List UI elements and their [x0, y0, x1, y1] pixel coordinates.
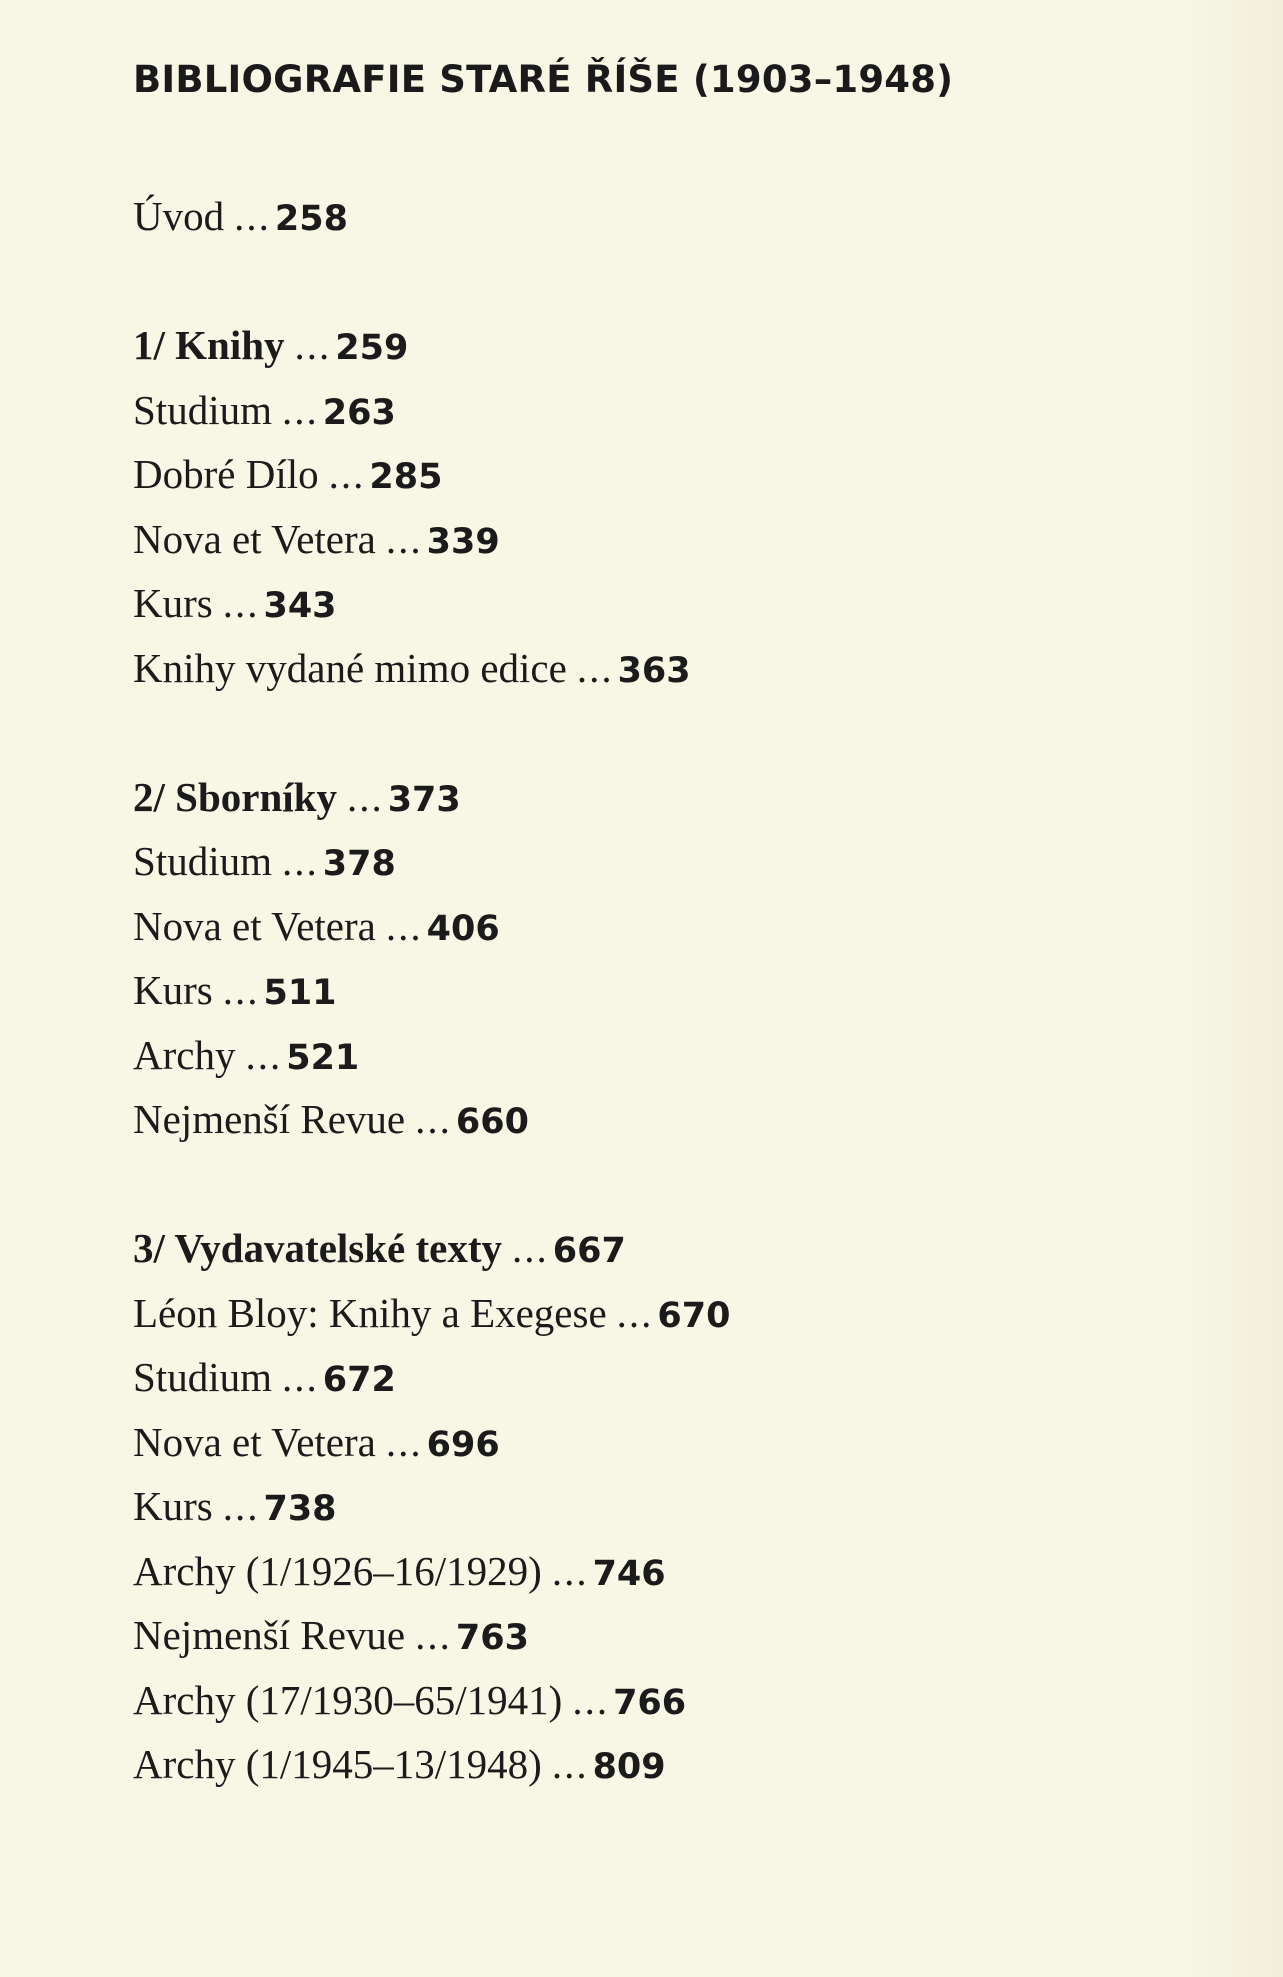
toc-page-number: 259	[335, 328, 409, 368]
toc-page-number: 766	[613, 1682, 687, 1723]
toc-page-number: 696	[426, 1424, 500, 1465]
toc-page-number: 263	[322, 392, 396, 433]
toc-leader: ...	[346, 773, 384, 820]
toc-leader: ...	[328, 451, 366, 497]
toc-page-number: 809	[592, 1747, 666, 1787]
toc-entry	[133, 1668, 1183, 1733]
toc-page-number: 378	[322, 844, 396, 884]
toc-leader: ...	[222, 1483, 260, 1529]
toc-entry-intro	[133, 184, 1183, 249]
toc-leader: ...	[222, 580, 260, 626]
table-of-contents	[133, 184, 1183, 1797]
toc-entry	[133, 958, 1183, 1023]
toc-leader: ...	[512, 1225, 549, 1271]
toc-leader: ...	[245, 1031, 283, 1078]
toc-section-label: 3/ Vydavatelské texty	[133, 1225, 502, 1271]
toc-leader: ...	[385, 515, 423, 562]
section-spacer	[133, 700, 1183, 765]
toc-section-heading	[133, 1216, 1183, 1281]
toc-entry-label: Úvod	[133, 193, 225, 239]
toc-entry-label: Nova et Vetera	[133, 1418, 376, 1465]
toc-leader: ...	[281, 386, 319, 433]
toc-entry-label: Studium	[133, 386, 272, 433]
toc-entry-label: Nova et Vetera	[133, 515, 376, 562]
section-spacer	[133, 1152, 1183, 1217]
toc-entry-label: Archy (17/1930–65/1941)	[133, 1676, 563, 1723]
toc-page-number: 763	[455, 1618, 529, 1658]
toc-entry	[133, 1603, 1183, 1668]
toc-entry	[133, 636, 1183, 701]
toc-leader: ...	[281, 838, 319, 884]
toc-page-number: 363	[617, 650, 691, 691]
toc-entry-label: Kurs	[133, 1483, 213, 1529]
toc-leader: ...	[576, 644, 614, 691]
page-title: BIBLIOGRAFIE STARÉ ŘÍŠE (1903–1948)	[133, 58, 954, 101]
toc-entry	[133, 507, 1183, 572]
toc-entry	[133, 829, 1183, 894]
toc-entry	[133, 1087, 1183, 1152]
toc-entry-label: Dobré Dílo	[133, 451, 319, 497]
toc-entry-label: Kurs	[133, 580, 213, 626]
toc-entry	[133, 571, 1183, 636]
toc-entry-label: Nova et Vetera	[133, 902, 376, 949]
toc-section-label: 2/ Sborníky	[133, 773, 337, 820]
toc-page-number: 343	[263, 586, 337, 626]
toc-leader: ...	[385, 902, 423, 949]
toc-section-heading	[133, 765, 1183, 830]
toc-leader: ...	[415, 1096, 452, 1142]
toc-leader: ...	[415, 1612, 452, 1658]
toc-entry	[133, 1281, 1183, 1346]
toc-entry-label: Kurs	[133, 967, 213, 1013]
toc-entry-label: Studium	[133, 838, 272, 884]
toc-leader: ...	[234, 193, 271, 239]
toc-section-heading	[133, 313, 1183, 378]
toc-leader: ...	[294, 322, 332, 368]
toc-leader: ...	[551, 1741, 589, 1787]
toc-leader: ...	[551, 1547, 589, 1594]
toc-entry-label: Archy (1/1945–13/1948)	[133, 1741, 542, 1787]
toc-leader: ...	[385, 1418, 423, 1465]
toc-entry-label: Archy	[133, 1031, 236, 1078]
toc-page-number: 521	[286, 1037, 360, 1078]
toc-entry	[133, 1474, 1183, 1539]
toc-section-label: 1/ Knihy	[133, 322, 285, 368]
toc-page-number: 258	[274, 199, 348, 239]
toc-entry-label: Nejmenší Revue	[133, 1096, 406, 1142]
toc-entry	[133, 1410, 1183, 1475]
toc-entry-label: Léon Bloy: Knihy a Exegese	[133, 1289, 607, 1336]
toc-entry	[133, 1539, 1183, 1604]
toc-entry-label: Knihy vydané mimo edice	[133, 644, 567, 691]
toc-page-number: 660	[455, 1102, 529, 1142]
toc-page-number: 738	[263, 1489, 337, 1529]
toc-page-number: 746	[592, 1553, 666, 1594]
toc-page-number: 285	[369, 457, 443, 497]
toc-leader: ...	[281, 1354, 319, 1400]
toc-leader: ...	[222, 967, 260, 1013]
toc-page-number: 672	[322, 1360, 396, 1400]
toc-entry-label: Studium	[133, 1354, 272, 1400]
toc-entry	[133, 1023, 1183, 1088]
toc-page-number: 339	[426, 521, 500, 562]
toc-page-number: 373	[387, 779, 461, 820]
toc-page-number: 670	[657, 1295, 731, 1336]
toc-entry	[133, 894, 1183, 959]
toc-entry-label: Nejmenší Revue	[133, 1612, 406, 1658]
toc-page-number: 406	[426, 908, 500, 949]
toc-leader: ...	[616, 1289, 654, 1336]
toc-page-number: 667	[552, 1231, 626, 1271]
toc-entry	[133, 1345, 1183, 1410]
toc-leader: ...	[572, 1676, 610, 1723]
toc-entry	[133, 1732, 1183, 1797]
toc-entry-label: Archy (1/1926–16/1929)	[133, 1547, 542, 1594]
toc-entry	[133, 378, 1183, 443]
toc-entry	[133, 442, 1183, 507]
toc-page-number: 511	[263, 973, 337, 1013]
